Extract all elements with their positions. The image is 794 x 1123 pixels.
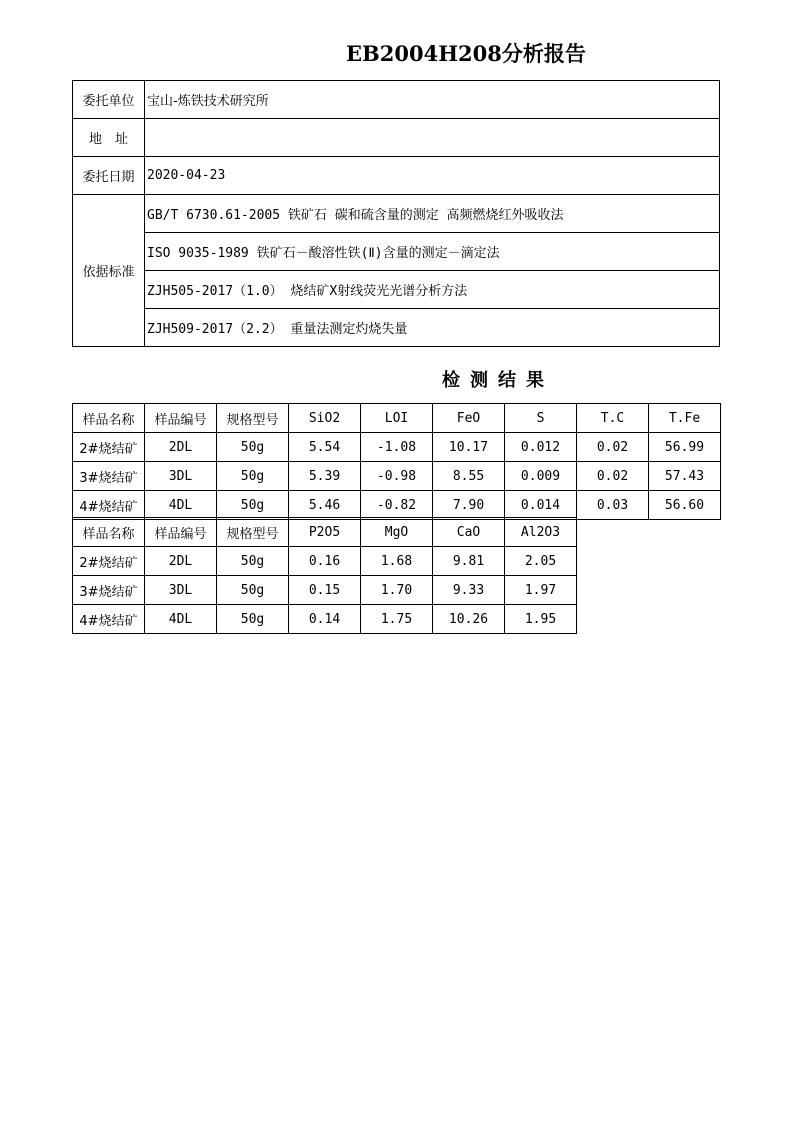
table-cell: 10.26 <box>433 605 505 634</box>
column-header: CaO <box>433 518 505 547</box>
column-header: 样品编号 <box>145 518 217 547</box>
address-value <box>145 119 720 157</box>
column-header: S <box>505 404 577 433</box>
table-cell: 56.60 <box>649 491 721 520</box>
column-header: MgO <box>361 518 433 547</box>
date-label: 委托日期 <box>73 157 145 195</box>
table-cell: 8.55 <box>433 462 505 491</box>
table-row <box>73 462 721 491</box>
address-label: 地 址 <box>73 119 145 157</box>
table-row <box>73 433 721 462</box>
column-header: SiO2 <box>289 404 361 433</box>
address-row <box>73 119 720 157</box>
column-header: Al2O3 <box>505 518 577 547</box>
table-header-row <box>73 518 577 547</box>
column-header: T.Fe <box>649 404 721 433</box>
table-cell: 50g <box>217 462 289 491</box>
table-cell: 7.90 <box>433 491 505 520</box>
standard-item: ZJH505-2017（1.0） 烧结矿X射线荧光光谱分析方法 <box>145 271 720 309</box>
table-cell: 3#烧结矿 <box>73 576 145 605</box>
table-cell: 5.46 <box>289 491 361 520</box>
table-cell: 50g <box>217 433 289 462</box>
table-cell: 1.97 <box>505 576 577 605</box>
table-cell: 0.014 <box>505 491 577 520</box>
table-cell: 2#烧结矿 <box>73 433 145 462</box>
table-cell: 4#烧结矿 <box>73 605 145 634</box>
table-cell: 5.54 <box>289 433 361 462</box>
standard-item: ZJH509-2017（2.2） 重量法测定灼烧失量 <box>145 309 720 347</box>
table-cell: 1.70 <box>361 576 433 605</box>
table-cell: 4DL <box>145 491 217 520</box>
table-cell: 0.03 <box>577 491 649 520</box>
table-header-row <box>73 404 721 433</box>
table-cell: 0.012 <box>505 433 577 462</box>
table-cell: 0.15 <box>289 576 361 605</box>
table-cell: 50g <box>217 576 289 605</box>
table-cell: 4DL <box>145 605 217 634</box>
table-cell: 50g <box>217 491 289 520</box>
table-cell: 56.99 <box>649 433 721 462</box>
results-table-2 <box>72 517 577 634</box>
standard-item: GB/T 6730.61-2005 铁矿石 碳和硫含量的测定 高频燃烧红外吸收法 <box>145 195 720 233</box>
table-cell: -0.82 <box>361 491 433 520</box>
table-cell: 0.009 <box>505 462 577 491</box>
client-value: 宝山-炼铁技术研究所 <box>145 81 720 119</box>
standard-item: ISO 9035-1989 铁矿石－酸溶性铁(Ⅱ)含量的测定－滴定法 <box>145 233 720 271</box>
basis-label: 依据标准 <box>73 195 145 347</box>
table-cell: 3DL <box>145 576 217 605</box>
standard-row <box>73 233 720 271</box>
table-cell: 2#烧结矿 <box>73 547 145 576</box>
table-cell: 3DL <box>145 462 217 491</box>
table-row <box>73 547 577 576</box>
table-cell: 4#烧结矿 <box>73 491 145 520</box>
table-row <box>73 605 577 634</box>
table-cell: 1.75 <box>361 605 433 634</box>
table-cell: 2.05 <box>505 547 577 576</box>
table-cell: 9.81 <box>433 547 505 576</box>
column-header: LOI <box>361 404 433 433</box>
column-header: T.C <box>577 404 649 433</box>
table-cell: -0.98 <box>361 462 433 491</box>
column-header: 规格型号 <box>217 404 289 433</box>
column-header: 样品名称 <box>73 518 145 547</box>
standard-row <box>73 271 720 309</box>
table-row <box>73 491 721 520</box>
table-cell: -1.08 <box>361 433 433 462</box>
date-value: 2020-04-23 <box>145 157 720 195</box>
table-cell: 1.95 <box>505 605 577 634</box>
table-cell: 0.16 <box>289 547 361 576</box>
column-header: P2O5 <box>289 518 361 547</box>
table-cell: 50g <box>217 605 289 634</box>
table-cell: 9.33 <box>433 576 505 605</box>
table-cell: 0.14 <box>289 605 361 634</box>
standard-row <box>73 309 720 347</box>
table-cell: 0.02 <box>577 433 649 462</box>
request-info-table <box>72 80 720 347</box>
column-header: 样品编号 <box>145 404 217 433</box>
results-table-1 <box>72 403 721 520</box>
standard-row <box>73 195 720 233</box>
table-cell: 10.17 <box>433 433 505 462</box>
table-cell: 5.39 <box>289 462 361 491</box>
date-row <box>73 157 720 195</box>
table-row <box>73 576 577 605</box>
client-row <box>73 81 720 119</box>
table-cell: 2DL <box>145 547 217 576</box>
table-cell: 0.02 <box>577 462 649 491</box>
table-cell: 1.68 <box>361 547 433 576</box>
table-cell: 3#烧结矿 <box>73 462 145 491</box>
results-section-title: 检测结果 <box>442 370 554 391</box>
table-cell: 2DL <box>145 433 217 462</box>
table-cell: 57.43 <box>649 462 721 491</box>
column-header: 规格型号 <box>217 518 289 547</box>
report-title: EB2004H208分析报告 <box>346 41 586 66</box>
client-label: 委托单位 <box>73 81 145 119</box>
column-header: 样品名称 <box>73 404 145 433</box>
column-header: FeO <box>433 404 505 433</box>
table-cell: 50g <box>217 547 289 576</box>
